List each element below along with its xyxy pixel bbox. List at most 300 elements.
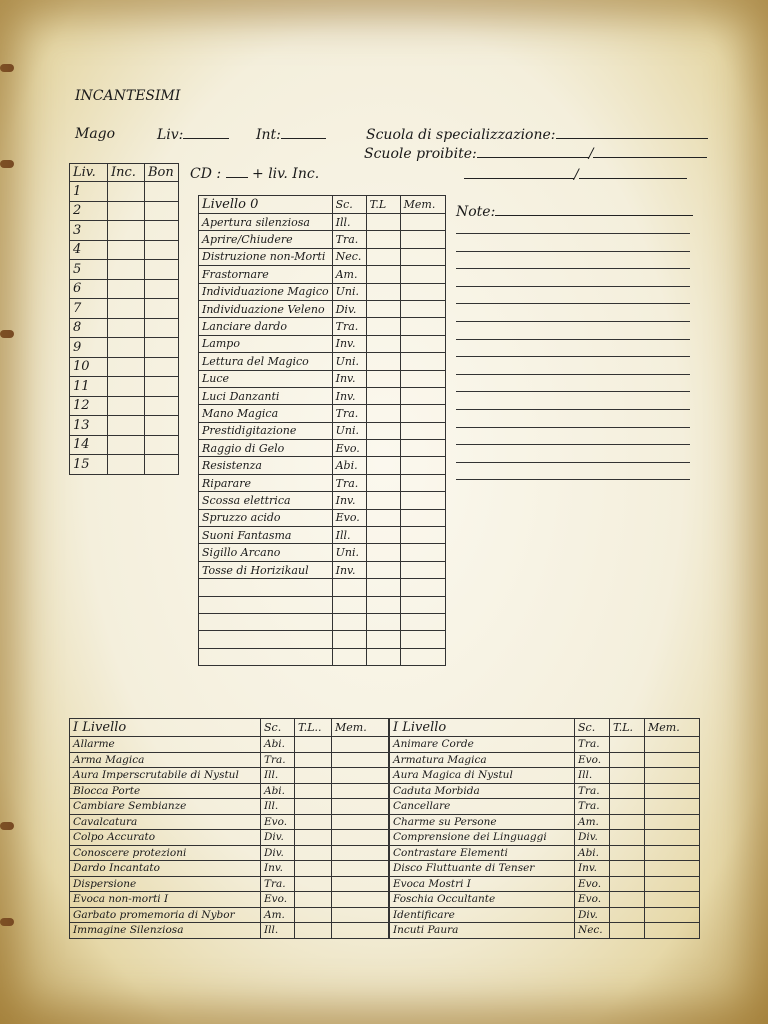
spell-name bbox=[199, 596, 333, 613]
spell-mem-cell[interactable] bbox=[400, 248, 445, 265]
spell-school: Am. bbox=[332, 266, 366, 283]
spell-row bbox=[199, 527, 446, 544]
spell-school: Inv. bbox=[261, 861, 295, 877]
note-line[interactable] bbox=[456, 286, 690, 287]
col-bon: Bon bbox=[145, 164, 179, 182]
spell-mem-cell[interactable] bbox=[400, 613, 445, 630]
spell-tl-cell[interactable] bbox=[295, 876, 332, 892]
spell-tl-cell[interactable] bbox=[366, 248, 400, 265]
spell-mem-cell[interactable] bbox=[332, 923, 389, 939]
spell-row bbox=[390, 907, 700, 923]
spell-row bbox=[70, 737, 389, 753]
spell-school: Inv. bbox=[575, 861, 610, 877]
spell-tl-cell[interactable] bbox=[366, 631, 400, 648]
spell-mem-cell[interactable] bbox=[400, 300, 445, 317]
forbidden-schools-field[interactable]: Scuole proibite: / bbox=[364, 145, 707, 162]
spell-tl-cell[interactable] bbox=[295, 814, 332, 830]
spell-tl-cell[interactable] bbox=[610, 907, 645, 923]
spell-mem-cell[interactable] bbox=[645, 876, 700, 892]
school-field[interactable] bbox=[366, 126, 708, 143]
spell-mem-cell[interactable] bbox=[400, 648, 445, 665]
spell-name: Immagine Silenziosa bbox=[70, 923, 261, 939]
spell-mem-cell[interactable] bbox=[645, 845, 700, 861]
spell-mem-cell[interactable] bbox=[400, 387, 445, 404]
spell-tl-cell[interactable] bbox=[366, 214, 400, 231]
level-row bbox=[70, 279, 179, 299]
spell-name: Riparare bbox=[199, 474, 333, 491]
spell-school: Evo. bbox=[332, 509, 366, 526]
spell-mem-cell[interactable] bbox=[332, 799, 389, 815]
spell-row bbox=[70, 876, 389, 892]
spell-row bbox=[199, 370, 446, 387]
spell-tl-cell[interactable] bbox=[295, 892, 332, 908]
spell-school bbox=[332, 631, 366, 648]
spell-school: Ill. bbox=[332, 527, 366, 544]
spell-mem-cell[interactable] bbox=[400, 544, 445, 561]
inc-cell[interactable] bbox=[108, 299, 145, 319]
spell-mem-cell[interactable] bbox=[400, 318, 445, 335]
spell-school: Inv. bbox=[332, 370, 366, 387]
spell-tl-cell[interactable] bbox=[366, 405, 400, 422]
cd-field[interactable] bbox=[190, 165, 319, 182]
spell-row bbox=[199, 335, 446, 352]
level-row bbox=[70, 318, 179, 338]
spell-name: Conoscere protezioni bbox=[70, 845, 261, 861]
spell-row bbox=[390, 799, 700, 815]
inc-cell[interactable] bbox=[108, 455, 145, 475]
spell-mem-cell[interactable] bbox=[645, 752, 700, 768]
bon-cell[interactable] bbox=[145, 357, 179, 377]
spell-mem-cell[interactable] bbox=[332, 845, 389, 861]
spell-mem-cell[interactable] bbox=[400, 266, 445, 283]
level-number: 8 bbox=[70, 318, 108, 338]
spell-school: Evo. bbox=[332, 440, 366, 457]
spell-tl-cell[interactable] bbox=[366, 561, 400, 578]
spell-name: Dispersione bbox=[70, 876, 261, 892]
spell-school: Tra. bbox=[261, 752, 295, 768]
spell-mem-cell[interactable] bbox=[400, 457, 445, 474]
spell-tl-cell[interactable] bbox=[610, 892, 645, 908]
spell-school: Evo. bbox=[261, 892, 295, 908]
spell-mem-cell[interactable] bbox=[332, 737, 389, 753]
spell-mem-cell[interactable] bbox=[400, 509, 445, 526]
level-row bbox=[70, 338, 179, 358]
spell-mem-cell[interactable] bbox=[332, 861, 389, 877]
spell-name: Individuazione Veleno bbox=[199, 300, 333, 317]
spell-mem-cell[interactable] bbox=[400, 596, 445, 613]
spell-mem-cell[interactable] bbox=[400, 474, 445, 491]
level1-left-title: I Livello bbox=[70, 719, 261, 737]
spell-name: Arma Magica bbox=[70, 752, 261, 768]
spell-school bbox=[332, 596, 366, 613]
spell-tl-cell[interactable] bbox=[366, 266, 400, 283]
page-title: INCANTESIMI bbox=[75, 88, 181, 104]
spell-tl-cell[interactable] bbox=[610, 783, 645, 799]
spell-row bbox=[199, 492, 446, 509]
spell-school: Div. bbox=[575, 830, 610, 846]
level-row bbox=[70, 435, 179, 455]
inc-cell[interactable] bbox=[108, 260, 145, 280]
spell-row bbox=[390, 923, 700, 939]
bon-cell[interactable] bbox=[145, 221, 179, 241]
spell-mem-cell[interactable] bbox=[400, 440, 445, 457]
spell-mem-cell[interactable] bbox=[332, 768, 389, 784]
spell-tl-cell[interactable] bbox=[366, 457, 400, 474]
level-field[interactable] bbox=[157, 126, 229, 143]
inc-cell[interactable] bbox=[108, 357, 145, 377]
note-line[interactable] bbox=[456, 374, 690, 375]
spell-tl-cell[interactable] bbox=[295, 861, 332, 877]
level-number: 7 bbox=[70, 299, 108, 319]
spell-school: Tra. bbox=[575, 799, 610, 815]
level-row bbox=[70, 260, 179, 280]
col-school: Sc. bbox=[332, 196, 366, 214]
spell-school bbox=[332, 579, 366, 596]
spell-row bbox=[390, 752, 700, 768]
spell-tl-cell[interactable] bbox=[366, 231, 400, 248]
spell-row bbox=[199, 387, 446, 404]
spell-mem-cell[interactable] bbox=[645, 907, 700, 923]
note-line[interactable] bbox=[456, 427, 690, 428]
notes-field[interactable] bbox=[456, 203, 693, 220]
spell-row bbox=[70, 783, 389, 799]
level1-right-title: I Livello bbox=[390, 719, 575, 737]
spell-tl-cell[interactable] bbox=[366, 544, 400, 561]
spell-tl-cell[interactable] bbox=[295, 768, 332, 784]
spell-name: Evoca non-morti I bbox=[70, 892, 261, 908]
spell-name: Prestidigitazione bbox=[199, 422, 333, 439]
spell-tl-cell[interactable] bbox=[366, 596, 400, 613]
spell-mem-cell[interactable] bbox=[332, 830, 389, 846]
inc-cell[interactable] bbox=[108, 338, 145, 358]
spell-school: Tra. bbox=[575, 737, 610, 753]
col-tl: T.L bbox=[366, 196, 400, 214]
bon-cell[interactable] bbox=[145, 396, 179, 416]
level-number: 6 bbox=[70, 279, 108, 299]
inc-cell[interactable] bbox=[108, 416, 145, 436]
inc-cell[interactable] bbox=[108, 435, 145, 455]
spell-school: Uni. bbox=[332, 544, 366, 561]
spell-tl-cell[interactable] bbox=[366, 370, 400, 387]
spell-name: Distruzione non-Morti bbox=[199, 248, 333, 265]
spell-name: Aprire/Chiudere bbox=[199, 231, 333, 248]
inc-cell[interactable] bbox=[108, 377, 145, 397]
spell-name: Frastornare bbox=[199, 266, 333, 283]
spell-tl-cell[interactable] bbox=[366, 283, 400, 300]
spell-name: Caduta Morbida bbox=[390, 783, 575, 799]
spell-school: Div. bbox=[332, 300, 366, 317]
spell-mem-cell[interactable] bbox=[400, 214, 445, 231]
spell-mem-cell[interactable] bbox=[332, 876, 389, 892]
inc-cell[interactable] bbox=[108, 240, 145, 260]
spell-school: Abi. bbox=[575, 845, 610, 861]
spell-mem-cell[interactable] bbox=[332, 752, 389, 768]
spell-tl-cell[interactable] bbox=[295, 907, 332, 923]
spell-tl-cell[interactable] bbox=[610, 799, 645, 815]
spell-tl-cell[interactable] bbox=[295, 923, 332, 939]
spell-name: Mano Magica bbox=[199, 405, 333, 422]
spell-school: Inv. bbox=[332, 387, 366, 404]
spell-school: Ill. bbox=[261, 768, 295, 784]
spell-row bbox=[199, 596, 446, 613]
binder-ring bbox=[0, 330, 14, 338]
spell-tl-cell[interactable] bbox=[295, 737, 332, 753]
col-tl: T.L. bbox=[610, 719, 645, 737]
spell-tl-cell[interactable] bbox=[610, 923, 645, 939]
note-line[interactable] bbox=[456, 462, 690, 463]
spell-row bbox=[390, 768, 700, 784]
spell-school: Abi. bbox=[261, 783, 295, 799]
spell-tl-cell[interactable] bbox=[366, 509, 400, 526]
spell-mem-cell[interactable] bbox=[645, 861, 700, 877]
spell-row bbox=[199, 300, 446, 317]
bon-cell[interactable] bbox=[145, 455, 179, 475]
spell-mem-cell[interactable] bbox=[332, 892, 389, 908]
spell-mem-cell[interactable] bbox=[332, 783, 389, 799]
spell-tl-cell[interactable] bbox=[366, 613, 400, 630]
spell-row bbox=[199, 579, 446, 596]
inc-cell[interactable] bbox=[108, 221, 145, 241]
level-row bbox=[70, 455, 179, 475]
spell-name: Apertura silenziosa bbox=[199, 214, 333, 231]
bon-cell[interactable] bbox=[145, 318, 179, 338]
spell-name: Cambiare Sembianze bbox=[70, 799, 261, 815]
spell-mem-cell[interactable] bbox=[400, 353, 445, 370]
spell-tl-cell[interactable] bbox=[610, 830, 645, 846]
note-line[interactable] bbox=[456, 479, 690, 480]
spell-row bbox=[70, 923, 389, 939]
spell-name: Sigillo Arcano bbox=[199, 544, 333, 561]
spell-row bbox=[199, 509, 446, 526]
spell-mem-cell[interactable] bbox=[332, 814, 389, 830]
spell-school: Abi. bbox=[261, 737, 295, 753]
bon-cell[interactable] bbox=[145, 182, 179, 202]
spell-name: Charme su Persone bbox=[390, 814, 575, 830]
level-number: 11 bbox=[70, 377, 108, 397]
spell-tl-cell[interactable] bbox=[366, 353, 400, 370]
spell-name: Armatura Magica bbox=[390, 752, 575, 768]
spell-school: Am. bbox=[575, 814, 610, 830]
spell-mem-cell[interactable] bbox=[645, 737, 700, 753]
inc-cell[interactable] bbox=[108, 279, 145, 299]
spell-school: Div. bbox=[261, 845, 295, 861]
bon-cell[interactable] bbox=[145, 201, 179, 221]
binder-ring bbox=[0, 822, 14, 830]
class-label: Mago bbox=[75, 126, 116, 142]
spell-tl-cell[interactable] bbox=[295, 830, 332, 846]
spell-tl-cell[interactable] bbox=[366, 579, 400, 596]
level-table bbox=[69, 163, 179, 475]
spell-school: Evo. bbox=[575, 892, 610, 908]
spell-row bbox=[70, 752, 389, 768]
school-label: Scuola di specializzazione: bbox=[366, 127, 556, 143]
bon-cell[interactable] bbox=[145, 416, 179, 436]
spell-row bbox=[70, 830, 389, 846]
forbidden-schools-field-2[interactable]: / bbox=[464, 166, 687, 183]
spell-row bbox=[199, 544, 446, 561]
spell-row bbox=[199, 318, 446, 335]
spell-tl-cell[interactable] bbox=[610, 861, 645, 877]
note-line[interactable] bbox=[456, 303, 690, 304]
bon-cell[interactable] bbox=[145, 299, 179, 319]
bon-cell[interactable] bbox=[145, 240, 179, 260]
cd-label: CD : bbox=[190, 166, 222, 182]
spell-school: Tra. bbox=[332, 405, 366, 422]
spell-tl-cell[interactable] bbox=[366, 387, 400, 404]
spell-tl-cell[interactable] bbox=[366, 492, 400, 509]
spells-level1-right-table bbox=[389, 718, 700, 939]
inc-cell[interactable] bbox=[108, 318, 145, 338]
level-number: 12 bbox=[70, 396, 108, 416]
spell-row bbox=[70, 892, 389, 908]
spell-mem-cell[interactable] bbox=[400, 405, 445, 422]
spell-row bbox=[199, 631, 446, 648]
spell-mem-cell[interactable] bbox=[400, 631, 445, 648]
spell-tl-cell[interactable] bbox=[295, 752, 332, 768]
note-line[interactable] bbox=[456, 233, 690, 234]
spell-tl-cell[interactable] bbox=[295, 783, 332, 799]
level-row bbox=[70, 416, 179, 436]
spell-tl-cell[interactable] bbox=[610, 752, 645, 768]
col-tl: T.L.. bbox=[295, 719, 332, 737]
level-number: 15 bbox=[70, 455, 108, 475]
spell-school: Uni. bbox=[332, 422, 366, 439]
spell-tl-cell[interactable] bbox=[366, 318, 400, 335]
spell-school: Am. bbox=[261, 907, 295, 923]
spell-tl-cell[interactable] bbox=[366, 335, 400, 352]
spell-mem-cell[interactable] bbox=[400, 231, 445, 248]
spell-name: Aura Magica di Nystul bbox=[390, 768, 575, 784]
spell-mem-cell[interactable] bbox=[645, 799, 700, 815]
spell-mem-cell[interactable] bbox=[400, 527, 445, 544]
spell-school: Div. bbox=[261, 830, 295, 846]
note-line[interactable] bbox=[456, 391, 690, 392]
level-number: 3 bbox=[70, 221, 108, 241]
col-mem: Mem. bbox=[400, 196, 445, 214]
spell-mem-cell[interactable] bbox=[400, 492, 445, 509]
spell-school bbox=[332, 613, 366, 630]
spell-row bbox=[70, 768, 389, 784]
spell-name: Lettura del Magico bbox=[199, 353, 333, 370]
spell-name: Aura Imperscrutabile di Nystul bbox=[70, 768, 261, 784]
spell-mem-cell[interactable] bbox=[400, 335, 445, 352]
spell-mem-cell[interactable] bbox=[645, 830, 700, 846]
spell-tl-cell[interactable] bbox=[610, 876, 645, 892]
spell-mem-cell[interactable] bbox=[645, 892, 700, 908]
level-number: 2 bbox=[70, 201, 108, 221]
inc-cell[interactable] bbox=[108, 396, 145, 416]
spell-row bbox=[390, 830, 700, 846]
int-field[interactable] bbox=[256, 126, 326, 143]
col-school: Sc. bbox=[575, 719, 610, 737]
spell-school: Evo. bbox=[575, 876, 610, 892]
spell-row bbox=[390, 845, 700, 861]
inc-cell[interactable] bbox=[108, 201, 145, 221]
spell-mem-cell[interactable] bbox=[400, 370, 445, 387]
binder-ring bbox=[0, 918, 14, 926]
spell-school: Ill. bbox=[261, 923, 295, 939]
spell-tl-cell[interactable] bbox=[610, 737, 645, 753]
level-number: 4 bbox=[70, 240, 108, 260]
spell-mem-cell[interactable] bbox=[400, 579, 445, 596]
level-row bbox=[70, 221, 179, 241]
bon-cell[interactable] bbox=[145, 279, 179, 299]
spell-tl-cell[interactable] bbox=[295, 845, 332, 861]
spell-tl-cell[interactable] bbox=[366, 422, 400, 439]
spell-row bbox=[199, 405, 446, 422]
spell-school bbox=[332, 648, 366, 665]
spell-name: Luci Danzanti bbox=[199, 387, 333, 404]
bon-cell[interactable] bbox=[145, 338, 179, 358]
spell-tl-cell[interactable] bbox=[295, 799, 332, 815]
spell-school: Inv. bbox=[332, 492, 366, 509]
spell-mem-cell[interactable] bbox=[645, 814, 700, 830]
spell-tl-cell[interactable] bbox=[610, 814, 645, 830]
spell-mem-cell[interactable] bbox=[400, 283, 445, 300]
level0-title: Livello 0 bbox=[199, 196, 333, 214]
spell-row bbox=[70, 799, 389, 815]
notes-label: Note: bbox=[456, 204, 496, 220]
note-line[interactable] bbox=[456, 321, 690, 322]
bon-cell[interactable] bbox=[145, 435, 179, 455]
spells-level1-left-table bbox=[69, 718, 389, 939]
spell-name bbox=[199, 579, 333, 596]
note-line[interactable] bbox=[456, 444, 690, 445]
note-line[interactable] bbox=[456, 251, 690, 252]
spell-mem-cell[interactable] bbox=[645, 783, 700, 799]
level-number: 10 bbox=[70, 357, 108, 377]
spell-tl-cell[interactable] bbox=[366, 440, 400, 457]
spell-row bbox=[390, 814, 700, 830]
spell-name bbox=[199, 648, 333, 665]
note-line[interactable] bbox=[456, 409, 690, 410]
spell-name: Cavalcatura bbox=[70, 814, 261, 830]
note-line[interactable] bbox=[456, 339, 690, 340]
spell-school: Tra. bbox=[261, 876, 295, 892]
spell-name: Garbato promemoria di Nybor bbox=[70, 907, 261, 923]
spell-row bbox=[70, 845, 389, 861]
spell-row bbox=[199, 214, 446, 231]
spell-row bbox=[199, 440, 446, 457]
level-number: 14 bbox=[70, 435, 108, 455]
spell-name: Dardo Incantato bbox=[70, 861, 261, 877]
spell-tl-cell[interactable] bbox=[366, 474, 400, 491]
bon-cell[interactable] bbox=[145, 260, 179, 280]
spell-name: Lampo bbox=[199, 335, 333, 352]
spell-tl-cell[interactable] bbox=[366, 527, 400, 544]
spell-school: Ill. bbox=[261, 799, 295, 815]
spell-row bbox=[199, 613, 446, 630]
note-line[interactable] bbox=[456, 268, 690, 269]
spell-name: Lanciare dardo bbox=[199, 318, 333, 335]
spell-school: Evo. bbox=[575, 752, 610, 768]
spell-mem-cell[interactable] bbox=[645, 768, 700, 784]
spell-tl-cell[interactable] bbox=[610, 768, 645, 784]
spell-row bbox=[390, 737, 700, 753]
cd-suffix: + liv. Inc. bbox=[252, 166, 320, 182]
spell-mem-cell[interactable] bbox=[332, 907, 389, 923]
inc-cell[interactable] bbox=[108, 182, 145, 202]
spell-tl-cell[interactable] bbox=[366, 648, 400, 665]
spell-tl-cell[interactable] bbox=[366, 300, 400, 317]
note-line[interactable] bbox=[456, 356, 690, 357]
spell-mem-cell[interactable] bbox=[400, 561, 445, 578]
spell-tl-cell[interactable] bbox=[610, 845, 645, 861]
bon-cell[interactable] bbox=[145, 377, 179, 397]
spell-mem-cell[interactable] bbox=[400, 422, 445, 439]
spell-mem-cell[interactable] bbox=[645, 923, 700, 939]
spell-name: Evoca Mostri I bbox=[390, 876, 575, 892]
